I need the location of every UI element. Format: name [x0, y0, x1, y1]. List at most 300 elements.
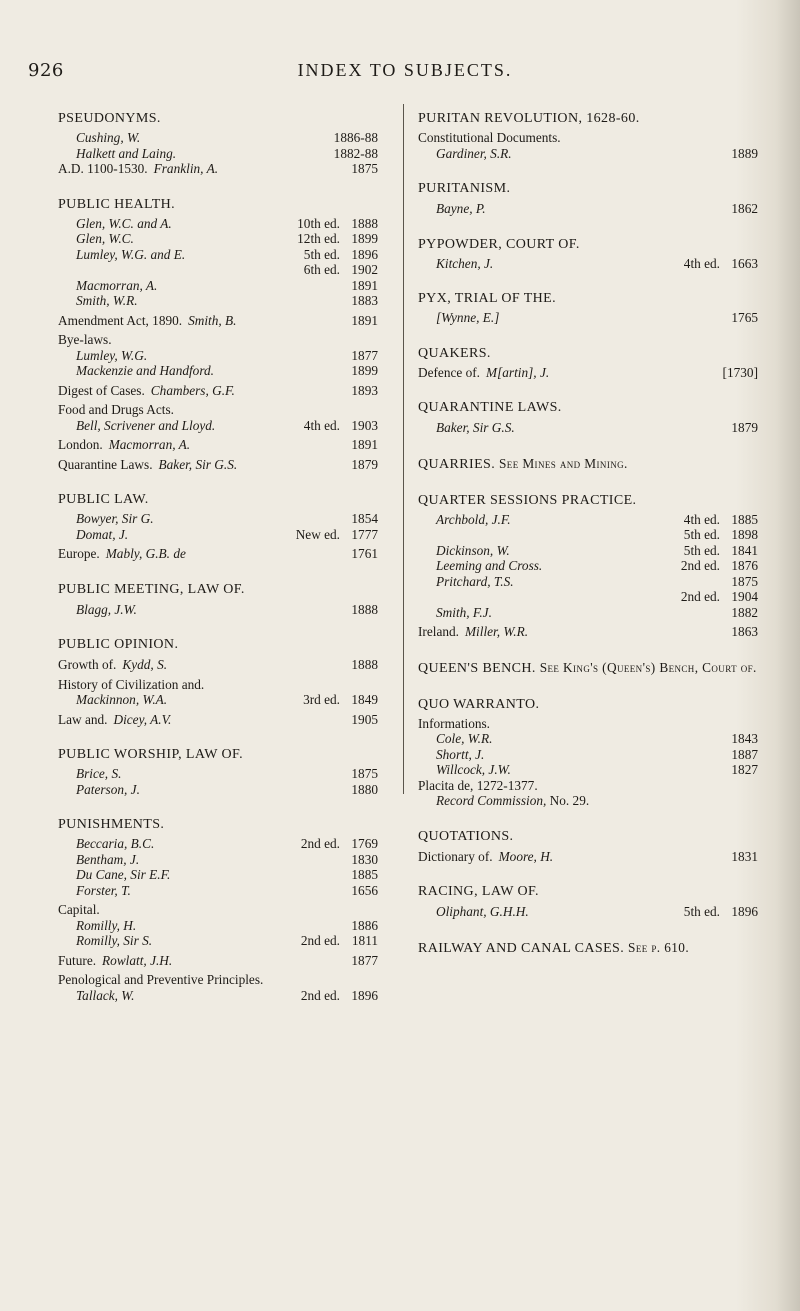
- citation-line: [58, 313, 378, 329]
- citation-left: [76, 836, 154, 852]
- citation-left: [436, 310, 499, 326]
- citation-right: [346, 657, 378, 673]
- citation-line: [58, 216, 378, 232]
- index-entry: [58, 581, 378, 618]
- citation-line: [58, 262, 378, 278]
- year: 1877: [351, 952, 378, 968]
- index-entry: [58, 110, 378, 177]
- citation-right: [674, 543, 758, 559]
- citation-left: [76, 988, 135, 1004]
- citation-author: Leeming and Cross.: [436, 558, 543, 573]
- edition: 5th ed.: [683, 527, 720, 542]
- index-entry: [418, 492, 758, 640]
- citation-right: [674, 558, 758, 574]
- citation-right: [346, 782, 378, 798]
- entry-heading: [418, 939, 758, 957]
- citation-author: Bayne, P.: [436, 201, 486, 216]
- index-entry: [418, 455, 758, 473]
- index-entry: [418, 939, 758, 957]
- citation-left: [436, 605, 492, 621]
- citation-author: Forster, T.: [76, 882, 131, 898]
- citation-line: [58, 418, 378, 434]
- citation-right: [294, 933, 378, 949]
- year: 1887: [731, 746, 758, 762]
- citation-author: Du Cane, Sir E.F.: [76, 867, 171, 882]
- citation-line: [58, 836, 378, 852]
- citation-line: [58, 657, 378, 673]
- citation-left: [58, 902, 106, 918]
- citation-right: [346, 457, 378, 473]
- year: 1886: [351, 917, 378, 933]
- citation-line: [58, 988, 378, 1004]
- year: 1888: [351, 657, 378, 672]
- citation-right: [294, 247, 378, 263]
- citation-right: [726, 762, 758, 778]
- edition: 6th ed.: [303, 262, 340, 277]
- citation-author: Gardiner, S.R.: [436, 145, 512, 161]
- citation-line: [58, 437, 378, 453]
- citation-line: [418, 605, 758, 621]
- citation-line: [418, 574, 758, 590]
- citation-author: Blagg, J.W.: [76, 601, 137, 617]
- index-entry: [418, 236, 758, 272]
- year: 1827: [731, 762, 758, 777]
- citation-left: [76, 782, 140, 798]
- citation-left: [436, 558, 542, 574]
- citation-right: [726, 731, 758, 747]
- index-entry: [58, 491, 378, 562]
- citation-left: [58, 712, 171, 728]
- citation-right: [346, 953, 378, 969]
- year: 1896: [351, 246, 378, 262]
- edition: 2nd ed.: [300, 836, 340, 851]
- edition: 5th ed.: [303, 246, 340, 262]
- citation-left: [58, 546, 186, 562]
- entry-heading: [418, 659, 758, 677]
- citation-right: [294, 216, 378, 232]
- year: 1854: [351, 511, 378, 526]
- citation-line: [418, 849, 758, 865]
- citation-author: Shortt, J.: [436, 746, 485, 762]
- citation-label: Placita de, 1272-1377.: [418, 777, 538, 793]
- citation-right: [726, 310, 758, 326]
- year: 1899: [351, 363, 378, 378]
- citation-author: Kydd, S.: [122, 657, 168, 672]
- index-entry: [418, 110, 758, 161]
- citation-line: [418, 747, 758, 763]
- citation-label: Informations.: [418, 715, 491, 731]
- citation-line: [418, 310, 758, 326]
- citation-label: Future.: [58, 952, 97, 968]
- citation-line: [418, 201, 758, 217]
- year: 1841: [731, 542, 758, 558]
- entry-heading: [58, 636, 378, 653]
- citation-line: [418, 420, 758, 436]
- index-entry: [418, 696, 758, 809]
- citation-author: Rowlatt, J.H.: [102, 952, 173, 968]
- citation-right: [726, 624, 758, 640]
- citation-right: [346, 313, 378, 329]
- citation-label: Quarantine Laws.: [58, 456, 153, 472]
- heading-text: PYPOWDER, COURT OF.: [418, 236, 580, 252]
- citation-line: [58, 546, 378, 562]
- citation-author: [Wynne, E.]: [436, 310, 500, 325]
- heading-text: QUEEN'S BENCH.: [418, 660, 536, 676]
- citation-line: [418, 130, 758, 146]
- citation-left: [76, 146, 176, 162]
- citation-author: Record Commission,: [436, 793, 547, 808]
- citation-left: [436, 256, 493, 272]
- citation-line: [58, 677, 378, 693]
- citation-left: [76, 766, 121, 782]
- entry-heading: [418, 236, 758, 253]
- citation-left: [418, 365, 549, 381]
- heading-text: QUARANTINE LAWS.: [418, 400, 562, 415]
- citation-author: Bentham, J.: [76, 851, 140, 867]
- heading-text: PUBLIC MEETING, LAW OF.: [58, 581, 245, 597]
- citation-label: Capital.: [58, 902, 100, 917]
- citation-right: [726, 574, 758, 590]
- column-divider: [403, 104, 404, 794]
- year: 1875: [351, 161, 378, 176]
- year: 1905: [351, 711, 378, 727]
- citation-line: [58, 712, 378, 728]
- citation-line: [58, 953, 378, 969]
- page-number: 926: [28, 60, 64, 81]
- edition: 3rd ed.: [303, 692, 340, 707]
- citation-left: [58, 161, 218, 177]
- edition: 4th ed.: [683, 511, 720, 527]
- citation-left: [58, 437, 190, 453]
- citation-author: M[artin], J.: [486, 364, 550, 380]
- citation-left: [76, 216, 172, 232]
- citation-left: [76, 883, 131, 899]
- heading-text: RAILWAY AND CANAL CASES.: [418, 940, 625, 956]
- citation-line: [58, 852, 378, 868]
- year: [1730]: [722, 364, 758, 380]
- year: 1877: [351, 347, 378, 363]
- citation-right: [294, 262, 378, 278]
- citation-left: [76, 293, 138, 309]
- citation-line: [58, 782, 378, 798]
- citation-right: [334, 146, 378, 162]
- year: 1882-88: [333, 145, 378, 161]
- citation-right: [346, 348, 378, 364]
- year: 1843: [731, 731, 758, 746]
- citation-left: [436, 574, 514, 590]
- year: 1656: [351, 882, 378, 898]
- year: 1885: [351, 867, 378, 882]
- heading-text: PUBLIC OPINION.: [58, 637, 179, 652]
- year: 1883: [351, 293, 378, 308]
- citation-author: Willcock, J.W.: [436, 762, 511, 777]
- citation-line: [58, 933, 378, 949]
- citation-right: [346, 766, 378, 782]
- edition: 2nd ed.: [680, 558, 720, 573]
- citation-line: [58, 692, 378, 708]
- heading-text: PURITAN REVOLUTION, 1628-60.: [418, 111, 640, 126]
- citation-author: Paterson, J.: [76, 781, 140, 797]
- citation-left: [58, 972, 269, 988]
- citation-right: [294, 527, 378, 543]
- entry-heading: [418, 492, 758, 509]
- year: 1849: [351, 692, 378, 707]
- citation-left: [436, 731, 492, 747]
- year: 1831: [731, 848, 758, 864]
- citation-left: [436, 762, 511, 778]
- entry-heading: [418, 345, 758, 362]
- year: 1879: [731, 420, 758, 435]
- year: 1882: [731, 604, 758, 620]
- citation-author: Brice, S.: [76, 766, 122, 781]
- citation-label: Dictionary of.: [418, 848, 493, 864]
- index-entry: [418, 290, 758, 326]
- citation-line: [418, 146, 758, 162]
- citation-left: [76, 278, 157, 294]
- citation-author: Pritchard, T.S.: [436, 573, 514, 589]
- citation-label: Penological and Preventive Principles.: [58, 972, 264, 987]
- citation-right: [346, 437, 378, 453]
- year: 1879: [351, 456, 378, 472]
- index-entry: [418, 399, 758, 436]
- year: 1811: [351, 933, 378, 948]
- citation-left: [436, 747, 484, 763]
- heading-text: RACING, LAW OF.: [418, 884, 539, 899]
- citation-left: [436, 201, 486, 217]
- entry-heading: [418, 180, 758, 197]
- citation-line: [418, 624, 758, 640]
- year: 1830: [351, 851, 378, 867]
- entry-heading: [58, 816, 378, 833]
- year: 1862: [731, 201, 758, 216]
- citation-right: [726, 849, 758, 865]
- citation-line: [58, 602, 378, 618]
- citation-left: [58, 332, 118, 348]
- citation-author: Mackenzie and Handford.: [76, 363, 214, 378]
- year: 1769: [351, 836, 378, 851]
- citation-left: [436, 146, 512, 162]
- citation-author: Baker, Sir G.S.: [158, 456, 238, 472]
- citation-tail: No. 29.: [549, 793, 590, 808]
- citation-right: [346, 363, 378, 379]
- citation-line: [418, 793, 758, 809]
- citation-author: Mackinnon, W.A.: [76, 692, 168, 707]
- citation-right: [346, 293, 378, 309]
- citation-left: [418, 130, 567, 146]
- citation-left: [76, 852, 139, 868]
- year: 1875: [731, 573, 758, 589]
- heading-text: PUNISHMENTS.: [58, 817, 165, 832]
- citation-left: [58, 657, 167, 673]
- year: 1765: [731, 310, 758, 325]
- citation-line: [58, 511, 378, 527]
- year: 1898: [731, 527, 758, 542]
- index-entry: [418, 828, 758, 865]
- year: 1777: [351, 526, 378, 542]
- citation-line: [418, 256, 758, 272]
- citation-author: Romilly, H.: [76, 917, 137, 933]
- year: 1761: [351, 546, 378, 561]
- heading-text: QUARRIES.: [418, 456, 496, 472]
- citation-author: Smith, W.R.: [76, 293, 138, 308]
- citation-author: Franklin, A.: [153, 161, 219, 176]
- entry-heading: [418, 883, 758, 900]
- citation-left: [418, 778, 544, 794]
- citation-left: [58, 457, 237, 473]
- citation-left: [76, 933, 152, 949]
- citation-label: London.: [58, 437, 103, 452]
- citation-right: [346, 602, 378, 618]
- citation-line: [418, 527, 758, 543]
- year: 1896: [351, 987, 378, 1003]
- citation-left: [76, 348, 147, 364]
- citation-line: [418, 716, 758, 732]
- edition: 2nd ed.: [300, 987, 340, 1003]
- citation-author: Beccaria, B.C.: [76, 836, 155, 851]
- heading-text: PYX, TRIAL OF THE.: [418, 291, 557, 306]
- citation-right: [294, 988, 378, 1004]
- citation-author: Lumley, W.G. and E.: [76, 246, 186, 262]
- right-column: [418, 110, 758, 976]
- citation-label: History of Civilization and.: [58, 676, 205, 692]
- citation-label: Europe.: [58, 546, 100, 561]
- citation-label: Amendment Act, 1890.: [58, 312, 183, 328]
- citation-label: Bye-laws.: [58, 332, 112, 347]
- citation-author: Bell, Scrivener and Lloyd.: [76, 417, 216, 433]
- citation-left: [58, 402, 180, 418]
- heading-text: PUBLIC LAW.: [58, 492, 149, 507]
- citation-left: [58, 953, 172, 969]
- citation-line: [58, 363, 378, 379]
- citation-line: [418, 543, 758, 559]
- citation-left: [76, 602, 137, 618]
- citation-line: [58, 902, 378, 918]
- year: 1893: [351, 382, 378, 398]
- citation-author: Smith, F.J.: [436, 604, 492, 620]
- citation-author: Macmorran, A.: [76, 277, 158, 293]
- year: 1875: [351, 766, 378, 781]
- year: 1886-88: [333, 130, 378, 145]
- citation-author: Cushing, W.: [76, 130, 141, 145]
- citation-right: [294, 836, 378, 852]
- citation-line: [58, 918, 378, 934]
- citation-right: [346, 511, 378, 527]
- entry-heading: [418, 290, 758, 307]
- year: 1896: [731, 904, 758, 919]
- heading-text: QUOTATIONS.: [418, 828, 514, 844]
- citation-right: [346, 867, 378, 883]
- year: 1876: [731, 558, 758, 573]
- citation-line: [58, 972, 378, 988]
- citation-line: [418, 589, 758, 605]
- citation-author: Tallack, W.: [76, 987, 135, 1003]
- citation-right: [346, 712, 378, 728]
- entry-heading: [58, 196, 378, 213]
- citation-line: [418, 365, 758, 381]
- year: 1899: [351, 231, 378, 246]
- citation-right: [346, 278, 378, 294]
- index-entry: [58, 746, 378, 797]
- citation-label: Ireland.: [418, 624, 459, 639]
- left-column: [58, 110, 378, 1022]
- year: 1888: [351, 601, 378, 617]
- citation-left: [76, 867, 170, 883]
- citation-label: Law and.: [58, 711, 108, 727]
- cross-reference: See p. 610.: [628, 939, 690, 955]
- citation-author: Cole, W.R.: [436, 731, 493, 746]
- citation-line: [58, 383, 378, 399]
- cross-reference: See King's (Queen's) Bench, Court of.: [539, 659, 757, 675]
- citation-left: [58, 313, 236, 329]
- citation-right: [346, 546, 378, 562]
- citation-line: [58, 457, 378, 473]
- year: 1904: [731, 589, 758, 604]
- citation-line: [418, 904, 758, 920]
- citation-author: Smith, B.: [188, 312, 237, 328]
- edition: 4th ed.: [303, 417, 340, 433]
- heading-text: QUO WARRANTO.: [418, 696, 540, 712]
- citation-left: [76, 918, 136, 934]
- citation-left: [436, 512, 511, 528]
- edition: 5th ed.: [683, 542, 720, 558]
- citation-right: [346, 918, 378, 934]
- citation-left: [436, 793, 589, 809]
- citation-left: [76, 527, 128, 543]
- index-entry: [58, 196, 378, 473]
- citation-label: A.D. 1100-1530.: [58, 161, 148, 176]
- index-entry: [418, 659, 758, 677]
- year: 1885: [731, 511, 758, 527]
- citation-label: Food and Drugs Acts.: [58, 402, 174, 417]
- citation-right: [674, 256, 758, 272]
- index-entry: [418, 180, 758, 217]
- citation-left: [436, 420, 515, 436]
- citation-right: [726, 605, 758, 621]
- year: 1902: [351, 262, 378, 277]
- citation-author: Moore, H.: [498, 848, 554, 864]
- citation-author: Dicey, A.V.: [113, 711, 172, 727]
- year: 1880: [351, 781, 378, 797]
- citation-line: [58, 278, 378, 294]
- edition: New ed.: [295, 526, 340, 542]
- citation-line: [418, 512, 758, 528]
- citation-author: Chambers, G.F.: [150, 382, 235, 398]
- citation-right: [726, 201, 758, 217]
- citation-line: [418, 762, 758, 778]
- edition: 10th ed.: [297, 215, 340, 231]
- page-header: [0, 60, 780, 90]
- citation-label: Defence of.: [418, 364, 481, 380]
- index-entry: [58, 816, 378, 1003]
- citation-right: [334, 130, 378, 146]
- citation-line: [58, 402, 378, 418]
- index-entry: [58, 636, 378, 727]
- citation-left: [418, 849, 553, 865]
- citation-author: Glen, W.C.: [76, 231, 134, 246]
- citation-author: Lumley, W.G.: [76, 347, 148, 363]
- citation-right: [346, 883, 378, 899]
- citation-left: [76, 511, 154, 527]
- citation-author: Bowyer, Sir G.: [76, 511, 154, 526]
- citation-line: [58, 146, 378, 162]
- citation-line: [58, 247, 378, 263]
- heading-text: PSEUDONYMS.: [58, 111, 161, 126]
- citation-right: [726, 747, 758, 763]
- year: 1891: [351, 437, 378, 452]
- citation-right: [346, 161, 378, 177]
- citation-left: [76, 363, 214, 379]
- citation-left: [418, 716, 496, 732]
